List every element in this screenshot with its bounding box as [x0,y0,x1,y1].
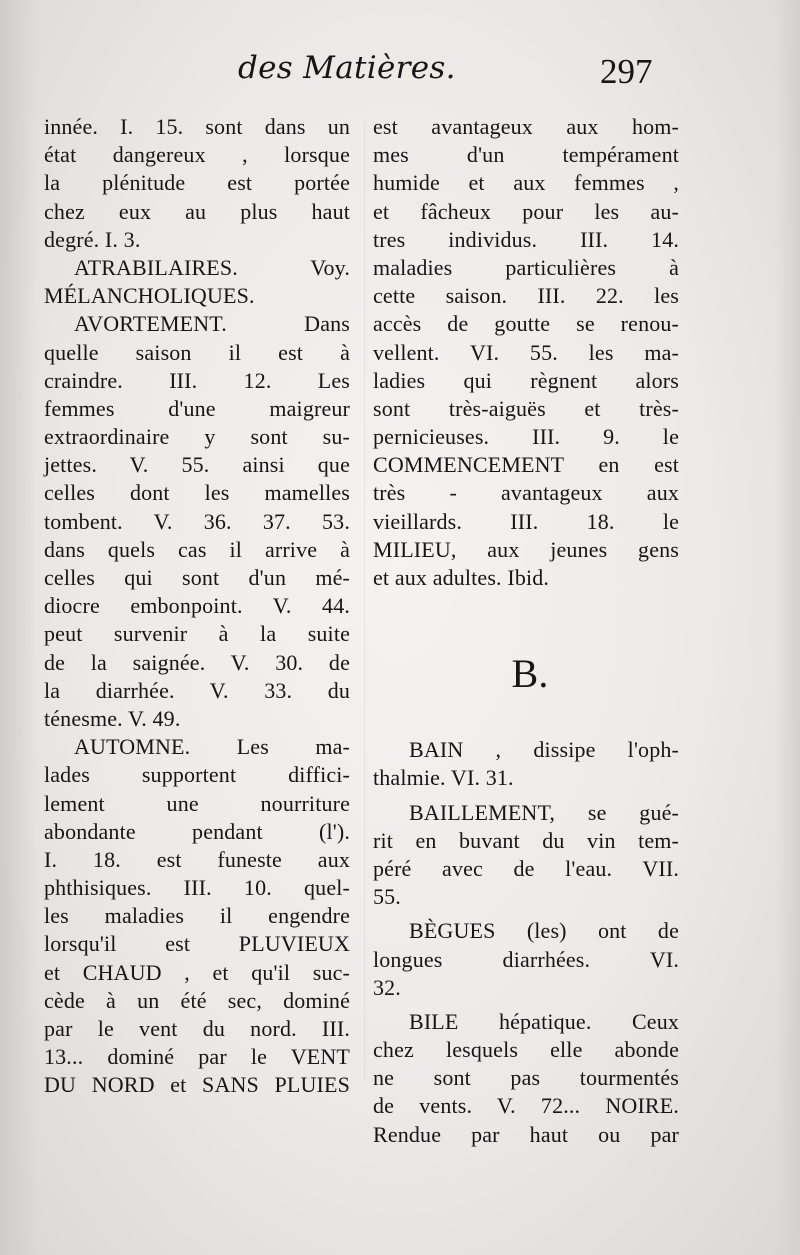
right-line: 55. [373,884,401,910]
left-line: celles dont les mamelles [44,480,350,506]
right-line: accès de goutte se renou- [373,311,679,337]
column-gutter [364,120,365,1080]
left-line: lorsqu'il est PLUVIEUX [44,931,350,957]
left-line: lement une nourriture [44,790,350,816]
left-line: et CHAUD , et qu'il suc- [44,959,350,985]
right-line: péré avec de l'eau. VII. [373,855,679,881]
right-line: mes d'un tempérament [373,142,679,168]
section-spacer [373,592,679,638]
left-column [44,113,350,1100]
left-line: la plénitude est portée [44,170,350,196]
left-line: innée. I. 15. sont dans un [44,114,350,139]
right-line: sont très-aiguës et très- [373,395,679,421]
right-line: COMMENCEMENT en est [373,452,679,478]
left-line: MÉLANCHOLIQUES. [44,283,255,309]
right-line: cette saison. III. 22. les [373,283,679,309]
left-line: tombent. V. 36. 37. 53. [44,508,350,534]
right-line: maladies particulières à [373,254,679,280]
left-line: la diarrhée. V. 33. du [44,677,350,703]
left-line: extraordinaire y sont su- [44,424,350,450]
left-line: de la saignée. V. 30. de [44,649,350,675]
section-spacer [373,702,679,736]
left-line: cède à un été sec, dominé [44,987,350,1013]
right-line: tres individus. III. 14. [373,226,679,252]
left-line: par le vent du nord. III. [44,1016,350,1041]
right-line: vieillards. III. 18. le [373,508,679,534]
left-line: DU NORD et SANS PLUIES [44,1072,350,1098]
right-line: très - avantageux aux [373,480,679,506]
left-line: phthisiques. III. 10. quel- [44,875,350,901]
left-line: 13... dominé par le VENT [44,1044,350,1070]
section-letter-heading: B. [511,651,549,697]
right-column [373,113,679,1149]
right-line: rit en buvant du vin tem- [373,827,679,853]
entry-heading-begues: BÈGUES (les) ont de [409,918,679,944]
right-line: vellent. VI. 55. les ma- [373,339,679,365]
left-line: les maladies il engendre [44,903,350,929]
right-line: ne sont pas tourmentés [373,1065,679,1091]
right-line: et aux adultes. Ibid. [373,565,550,590]
entry-heading-atrabilaires: ATRABILAIRES. Voy. [74,254,350,280]
right-line: thalmie. VI. 31. [373,765,514,791]
left-line: craindre. III. 12. Les [44,367,350,393]
entry-heading-baillement: BAILLEMENT, se gué- [409,799,679,825]
right-line: pernicieuses. III. 9. le [373,424,679,450]
right-line: longues diarrhées. VI. [373,946,679,972]
entry-heading-avortement: AVORTEMENT. Dans [74,311,350,337]
right-line: de vents. V. 72... NOIRE. [373,1093,679,1119]
entry-heading-automne: AUTOMNE. Les ma- [74,734,350,760]
entry-heading-bile: BILE hépatique. Ceux [409,1008,679,1034]
right-line: Rendue par haut ou par [373,1121,679,1147]
left-line: chez eux au plus haut [44,198,350,224]
right-line: humide et aux femmes , [373,170,679,196]
left-line: femmes d'une maigreur [44,395,350,421]
right-line: chez lesquels elle abonde [373,1037,679,1063]
right-line: 32. [373,974,401,1000]
left-line: peut survenir à la suite [44,621,350,647]
left-line: jettes. V. 55. ainsi que [44,452,350,478]
left-line: celles qui sont d'un mé- [44,565,350,590]
left-line: dans quels cas il arrive à [44,536,350,562]
left-line: degré. I. 3. [44,226,141,252]
entry-heading-bain: BAIN , dissipe l'oph- [409,737,679,763]
left-line: quelle saison il est à [44,339,350,365]
right-line: MILIEU, aux jeunes gens [373,536,679,562]
left-line: état dangereux , lorsque [44,142,350,168]
left-line: abondante pendant (l'). [44,818,350,844]
left-line: ténesme. V. 49. [44,705,181,731]
right-line: ladies qui règnent alors [373,367,679,393]
left-line: diocre embonpoint. V. 44. [44,593,350,619]
page-number: 297 [600,52,653,91]
left-line: I. 18. est funeste aux [44,846,350,872]
running-title: des Matières. [238,50,456,86]
right-line: et fâcheux pour les au- [373,198,679,224]
left-line: lades supportent diffici- [44,762,350,788]
right-line: est avantageux aux hom- [373,114,679,139]
